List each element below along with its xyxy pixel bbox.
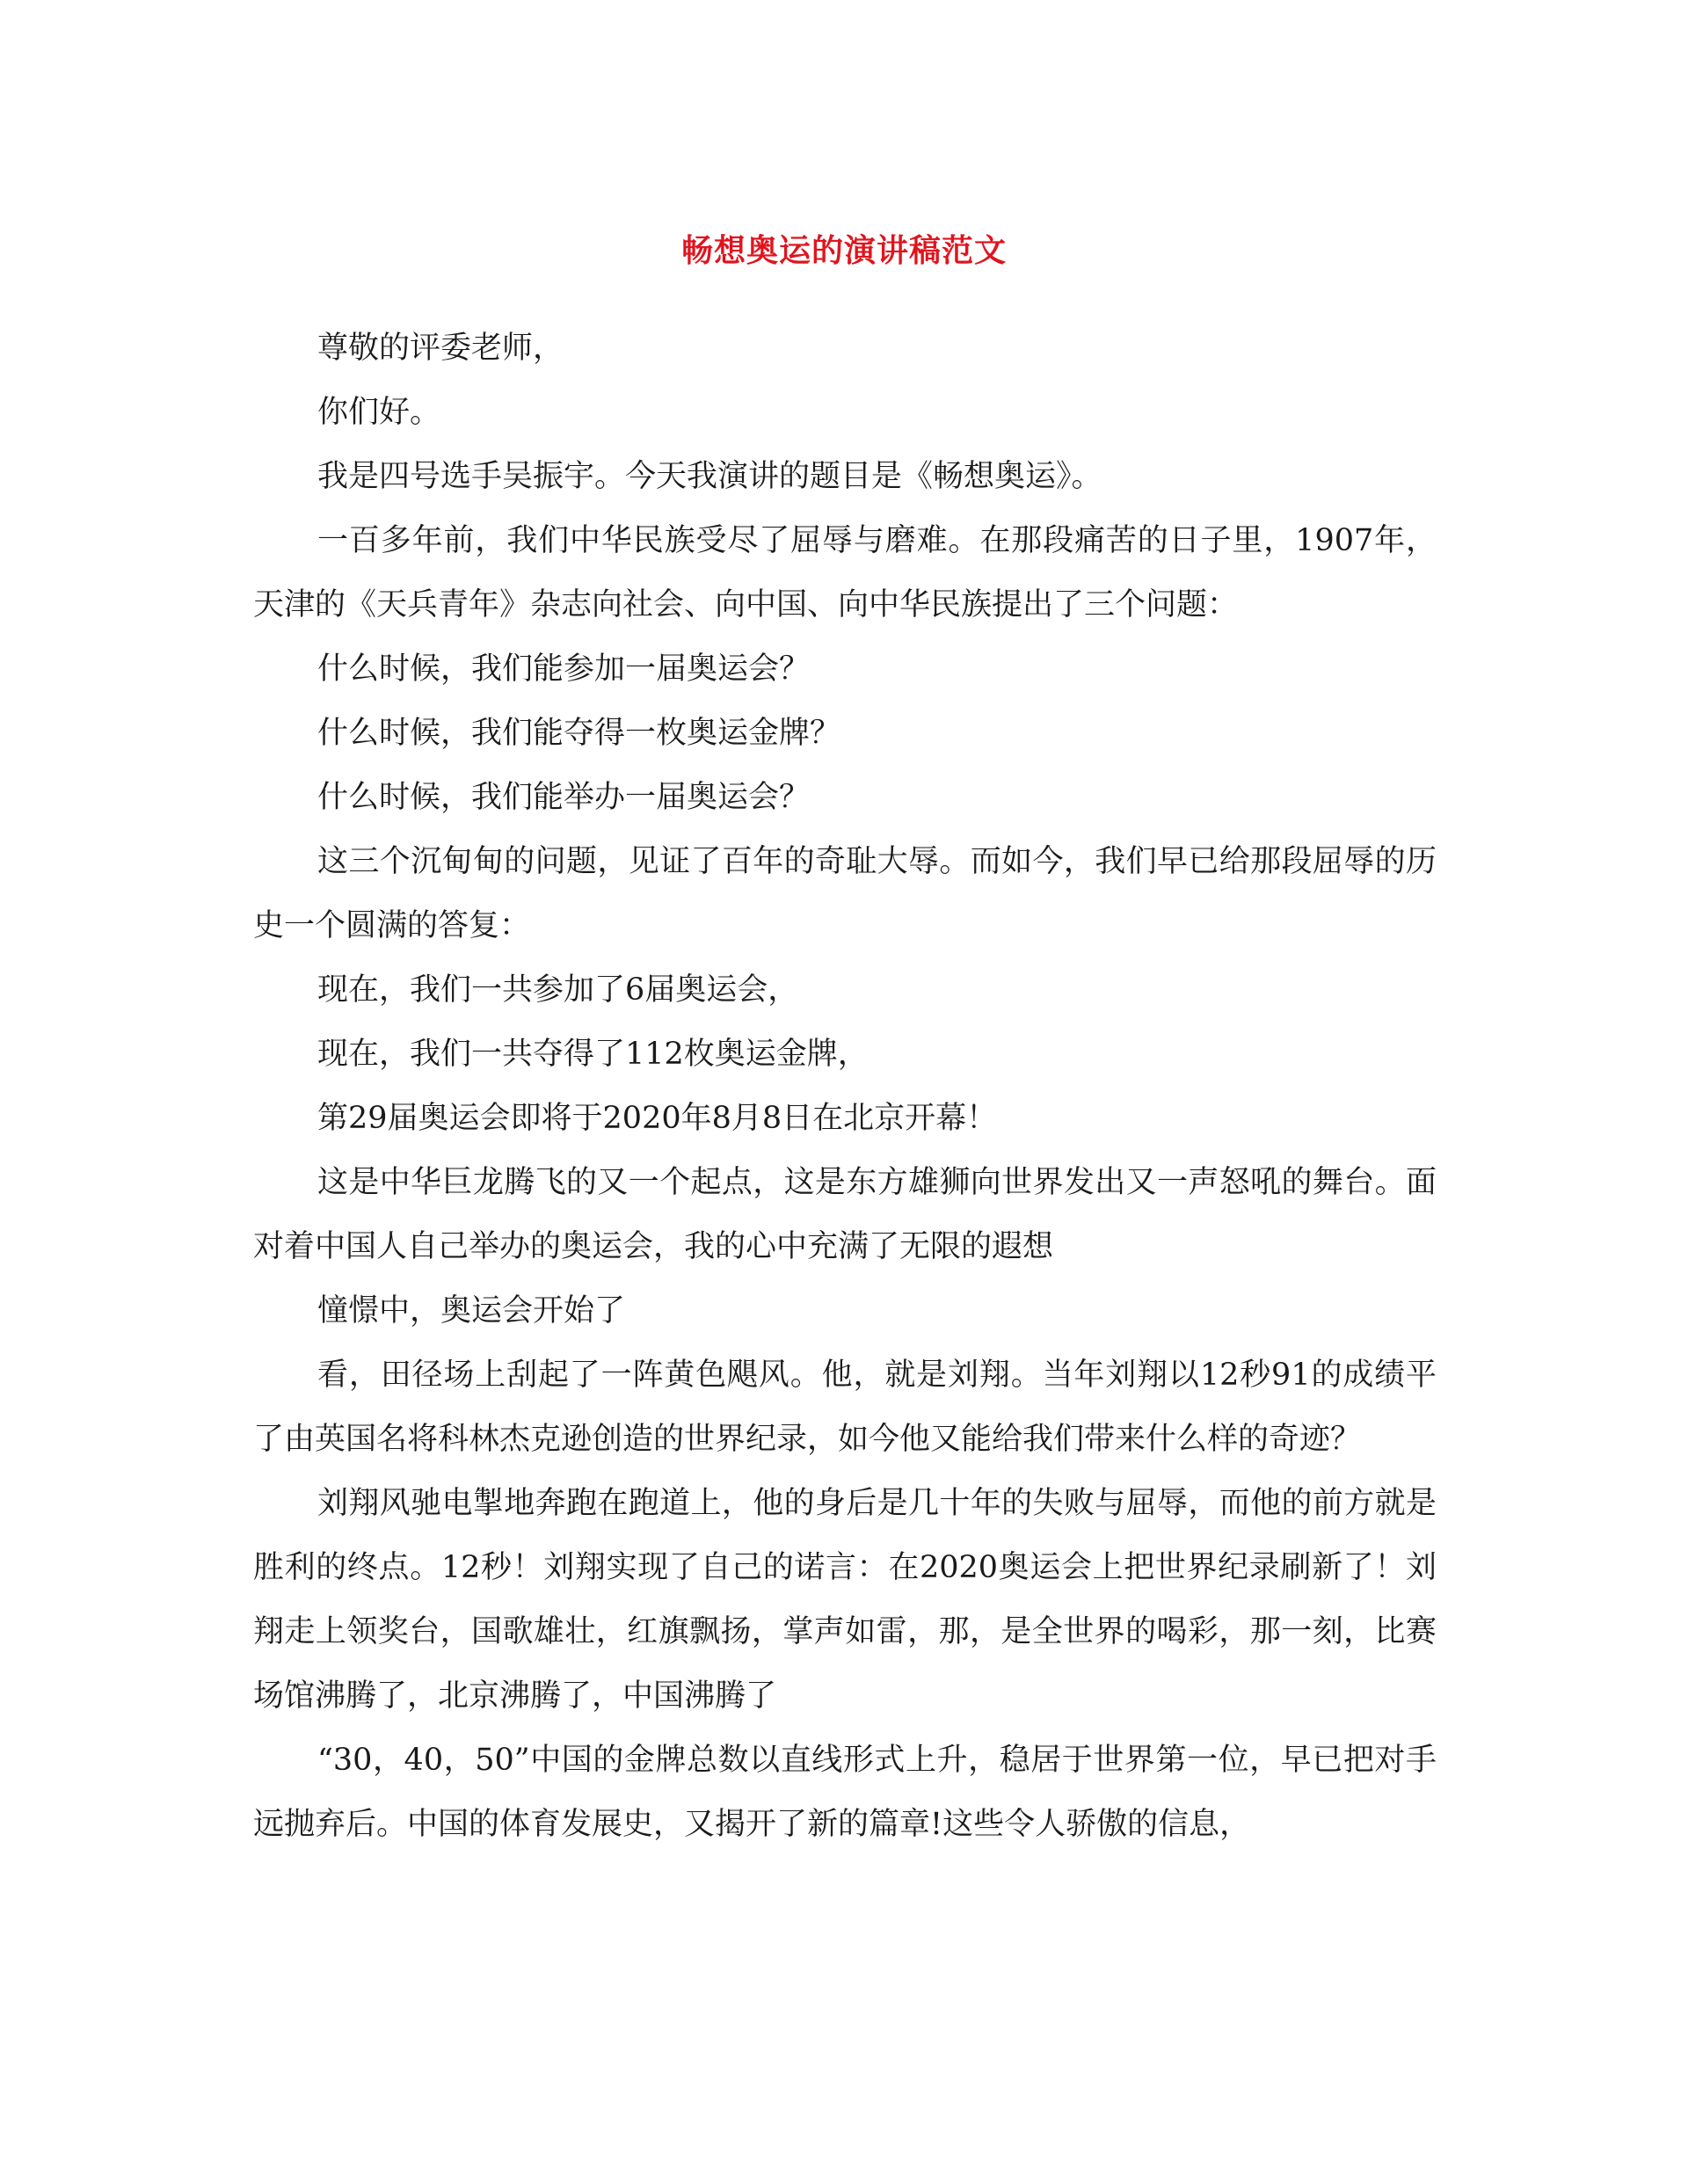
paragraph-question: 什么时候，我们能举办一届奥运会？	[317, 780, 811, 815]
document-body	[253, 317, 1437, 1857]
paragraph: 这三个沉甸甸的问题，见证了百年的奇耻大辱。而如今，我们早已给那段屈辱的历史一个圆满的答复：	[253, 844, 1437, 943]
paragraph: 一百多年前，我们中华民族受尽了屈辱与磨难。在那段痛苦的日子里，1907年，天津的《天兵青年》杂志向社会、向中国、向中华民族提出了三个问题：	[253, 523, 1437, 622]
paragraph-answer: 第29届奥运会即将于2020年8月8日在北京开幕！	[317, 1101, 998, 1136]
paragraph: 看，田径场上刮起了一阵黄色飓风。他，就是刘翔。当年刘翔以12秒91的成绩平了由英国名将科林杰克逊创造的世界纪录，如今他又能给我们带来什么样的奇迹？	[253, 1358, 1437, 1457]
paragraph: 憧憬中，奥运会开始了	[317, 1293, 626, 1329]
paragraph-answer: 现在，我们一共参加了6届奥运会，	[317, 972, 799, 1008]
paragraph-greeting: 你们好。	[317, 395, 441, 430]
paragraph: 刘翔风驰电掣地奔跑在跑道上，他的身后是几十年的失败与屈辱，而他的前方就是胜利的终点。12秒！刘翔实现了自己的诺言：在2020奥运会上把世界纪录刷新了！刘翔走上领奖台，国歌雄壮，红旗飘扬，掌声如雷，那，是全世界的喝彩，那一刻，比赛场馆沸腾了，北京沸腾了，中国沸腾了	[253, 1486, 1437, 1714]
paragraph: “30，40，50”中国的金牌总数以直线形式上升，稳居于世界第一位，早已把对手远抛弃后。中国的体育发展史，又揭开了新的篇章!这些令人骄傲的信息，	[253, 1743, 1437, 1842]
paragraph-answer: 现在，我们一共夺得了112枚奥运金牌，	[317, 1037, 869, 1072]
paragraph: 这是中华巨龙腾飞的又一个起点，这是东方雄狮向世界发出又一声怒吼的舞台。面对着中国人自己举办的奥运会，我的心中充满了无限的遐想	[253, 1165, 1437, 1264]
paragraph-introduction: 我是四号选手吴振宇。今天我演讲的题目是《畅想奥运》。	[317, 459, 1102, 494]
paragraph-salutation: 尊敬的评委老师，	[317, 331, 564, 366]
paragraph-question: 什么时候，我们能夺得一枚奥运金牌？	[317, 716, 841, 751]
document-title: 畅想奥运的演讲稿范文	[680, 232, 1007, 269]
paragraph-question: 什么时候，我们能参加一届奥运会？	[317, 652, 811, 687]
